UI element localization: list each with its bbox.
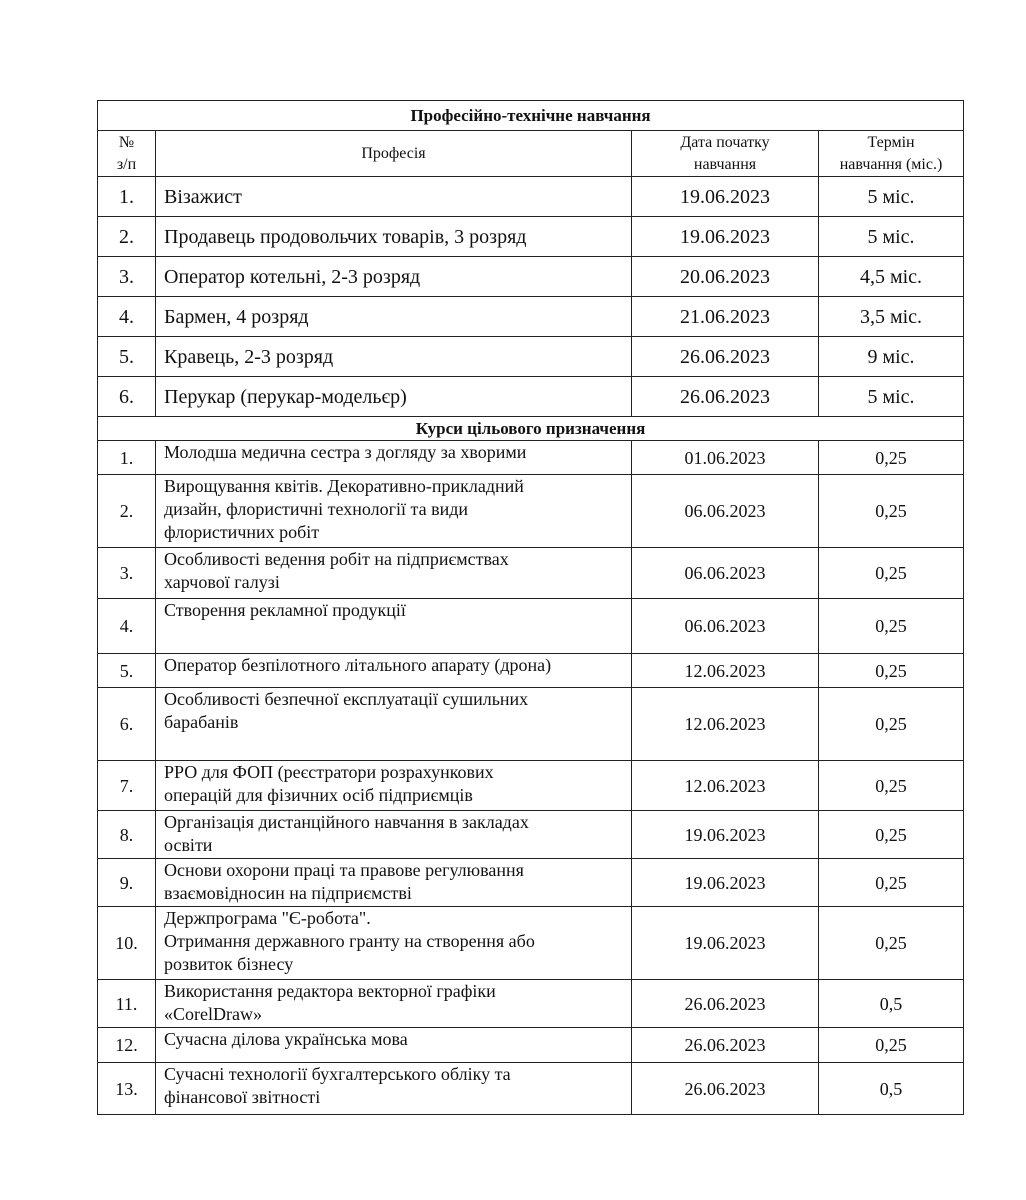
duration: 0,25: [819, 859, 964, 907]
duration: 0,25: [819, 654, 964, 688]
start-date: 21.06.2023: [632, 297, 819, 337]
start-date: 19.06.2023: [632, 811, 819, 859]
duration: 0,25: [819, 548, 964, 599]
profession-name: Кравець, 2-3 розряд: [156, 337, 632, 377]
table-row: [98, 441, 964, 475]
course-name: [156, 654, 632, 688]
header-start-date: Дата початку навчання: [632, 131, 819, 177]
duration: 4,5 міс.: [819, 257, 964, 297]
table-row: [98, 377, 964, 417]
course-name-line: Організація дистанційного навчання в закладах: [164, 812, 529, 832]
row-number: 11.: [98, 980, 156, 1028]
training-table: [97, 100, 964, 1115]
table-row: [98, 257, 964, 297]
duration: 9 міс.: [819, 337, 964, 377]
profession-name: Візажист: [156, 177, 632, 217]
table-row: [98, 980, 964, 1028]
start-date: 12.06.2023: [632, 654, 819, 688]
table-row: [98, 761, 964, 811]
row-number: 13.: [98, 1063, 156, 1115]
start-date: 06.06.2023: [632, 548, 819, 599]
course-name: [156, 548, 632, 599]
start-date: 19.06.2023: [632, 907, 819, 980]
course-name-line: Сучасні технології бухгалтерського обліку та: [164, 1064, 511, 1084]
course-name-line: Використання редактора векторної графіки: [164, 981, 496, 1001]
course-name-line: флористичних робіт: [164, 522, 320, 542]
duration: 0,25: [819, 441, 964, 475]
section-title-courses: Курси цільового призначення: [98, 417, 964, 441]
row-number: 1.: [98, 441, 156, 475]
course-name-line: харчової галузі: [164, 572, 280, 592]
table-row: [98, 907, 964, 980]
start-date: 26.06.2023: [632, 1028, 819, 1063]
course-name-line: дизайн, флористичні технології та види: [164, 499, 469, 519]
course-name-line: «CorelDraw»: [164, 1004, 262, 1024]
start-date: 26.06.2023: [632, 377, 819, 417]
course-name-line: Оператор безпілотного літального апарату (дрона): [164, 655, 552, 675]
course-name-line: взаємовідносин на підприємстві: [164, 883, 412, 903]
header-duration: Термін навчання (міс.): [819, 131, 964, 177]
duration: 3,5 міс.: [819, 297, 964, 337]
course-name: [156, 980, 632, 1028]
row-number: 7.: [98, 761, 156, 811]
table-row: [98, 1028, 964, 1063]
profession-name: Продавець продовольчих товарів, 3 розряд: [156, 217, 632, 257]
table-row: [98, 599, 964, 654]
table-row: [98, 548, 964, 599]
course-name-line: освіти: [164, 835, 213, 855]
course-name-line: Сучасна ділова українська мова: [164, 1029, 408, 1049]
start-date: 20.06.2023: [632, 257, 819, 297]
duration: 0,25: [819, 907, 964, 980]
start-date: 01.06.2023: [632, 441, 819, 475]
vocational-rows: [98, 177, 964, 417]
table-row: [98, 297, 964, 337]
course-name: [156, 859, 632, 907]
course-name: [156, 811, 632, 859]
duration: 5 міс.: [819, 217, 964, 257]
course-name-line: Отримання державного гранту на створення або: [164, 931, 535, 951]
duration: 0,25: [819, 688, 964, 761]
duration: 0,5: [819, 1063, 964, 1115]
course-rows: [98, 441, 964, 1115]
course-name: [156, 1028, 632, 1063]
duration: 0,25: [819, 1028, 964, 1063]
course-name-line: фінансової звітності: [164, 1087, 321, 1107]
row-number: 4.: [98, 297, 156, 337]
course-name-line: Створення рекламної продукції: [164, 600, 406, 620]
table-row: [98, 217, 964, 257]
course-name: [156, 441, 632, 475]
row-number: 5.: [98, 337, 156, 377]
table-row: [98, 688, 964, 761]
duration: 0,25: [819, 475, 964, 548]
row-number: 2.: [98, 475, 156, 548]
start-date: 12.06.2023: [632, 761, 819, 811]
duration: 5 міс.: [819, 177, 964, 217]
start-date: 06.06.2023: [632, 475, 819, 548]
table-row: [98, 654, 964, 688]
start-date: 12.06.2023: [632, 688, 819, 761]
profession-name: Оператор котельні, 2-3 розряд: [156, 257, 632, 297]
header-profession: Професія: [156, 131, 632, 177]
course-name: [156, 688, 632, 761]
course-name-line: Особливості безпечної експлуатації сушильних: [164, 689, 529, 709]
course-name-line: Держпрограма "Є-робота".: [164, 908, 371, 928]
duration: 0,25: [819, 811, 964, 859]
table-row: [98, 177, 964, 217]
start-date: 26.06.2023: [632, 980, 819, 1028]
course-name-line: розвиток бізнесу: [164, 954, 294, 974]
course-name-line: Вирощування квітів. Декоративно-прикладний: [164, 476, 524, 496]
start-date: 06.06.2023: [632, 599, 819, 654]
start-date: 19.06.2023: [632, 217, 819, 257]
course-name-line: операцій для фізичних осіб підприємців: [164, 785, 473, 805]
row-number: 8.: [98, 811, 156, 859]
course-name: [156, 761, 632, 811]
course-name: [156, 907, 632, 980]
course-name-line: Основи охорони праці та правове регулювання: [164, 860, 524, 880]
duration: 0,25: [819, 761, 964, 811]
row-number: 1.: [98, 177, 156, 217]
start-date: 26.06.2023: [632, 1063, 819, 1115]
table-row: [98, 1063, 964, 1115]
duration: 0,25: [819, 599, 964, 654]
course-name-line: Молодша медична сестра з догляду за хворими: [164, 442, 527, 462]
course-name: [156, 599, 632, 654]
course-name-line: барабанів: [164, 712, 239, 732]
duration: 0,5: [819, 980, 964, 1028]
row-number: 4.: [98, 599, 156, 654]
row-number: 2.: [98, 217, 156, 257]
course-name-line: РРО для ФОП (реєстратори розрахункових: [164, 762, 494, 782]
start-date: 19.06.2023: [632, 177, 819, 217]
row-number: 9.: [98, 859, 156, 907]
table-row: [98, 475, 964, 548]
course-name-line: Особливості ведення робіт на підприємствах: [164, 549, 509, 569]
row-number: 3.: [98, 548, 156, 599]
row-number: 5.: [98, 654, 156, 688]
section-title-row: [98, 417, 964, 441]
start-date: 26.06.2023: [632, 337, 819, 377]
table-row: [98, 859, 964, 907]
header-num: № з/п: [98, 131, 156, 177]
start-date: 19.06.2023: [632, 859, 819, 907]
row-number: 6.: [98, 377, 156, 417]
row-number: 3.: [98, 257, 156, 297]
section-title-vocational: Професійно-технічне навчання: [98, 101, 964, 131]
duration: 5 міс.: [819, 377, 964, 417]
profession-name: Перукар (перукар-модельєр): [156, 377, 632, 417]
header-row: [98, 131, 964, 177]
profession-name: Бармен, 4 розряд: [156, 297, 632, 337]
row-number: 6.: [98, 688, 156, 761]
table-row: [98, 811, 964, 859]
course-name: [156, 1063, 632, 1115]
row-number: 12.: [98, 1028, 156, 1063]
section-title-row: [98, 101, 964, 131]
row-number: 10.: [98, 907, 156, 980]
table-row: [98, 337, 964, 377]
course-name: [156, 475, 632, 548]
